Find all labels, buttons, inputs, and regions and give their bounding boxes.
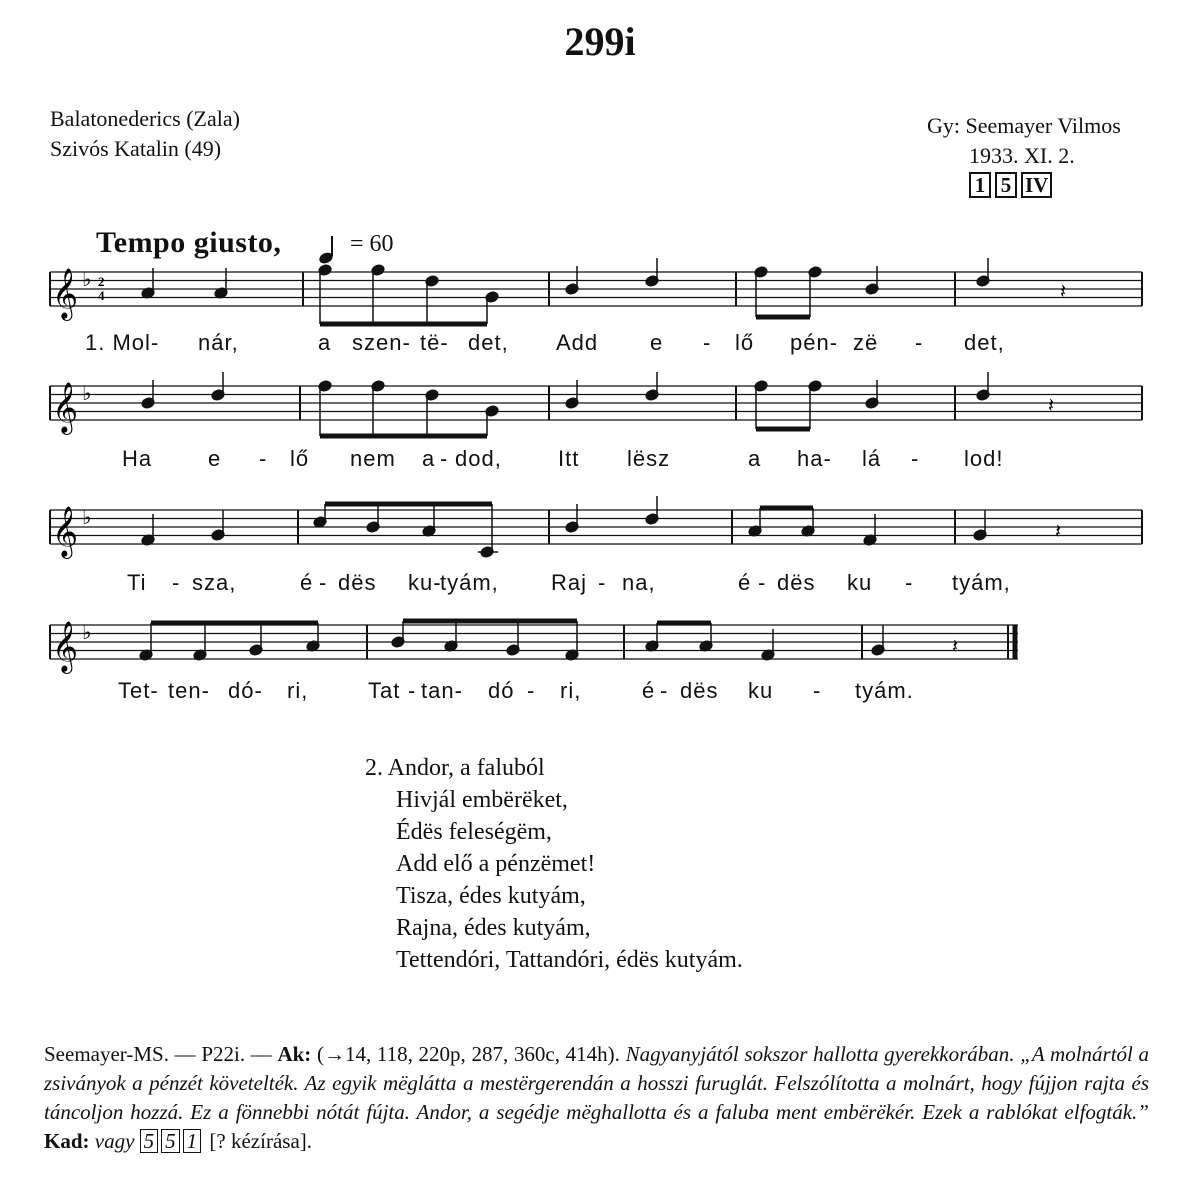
lyric: lő bbox=[735, 330, 755, 355]
class-box: 5 bbox=[995, 172, 1017, 198]
lyric: na, bbox=[622, 570, 656, 595]
verse-line: Hivjál embërëket, bbox=[396, 787, 568, 813]
music-staff-2 bbox=[0, 376, 1200, 436]
notes-kad-label: Kad: bbox=[44, 1129, 90, 1153]
lyric: ku- bbox=[408, 570, 442, 595]
notes-source: Seemayer-MS. — P22i. — bbox=[44, 1042, 272, 1066]
lyric: Raj bbox=[551, 570, 588, 595]
lyric: Ti bbox=[127, 570, 147, 595]
svg-text:♭: ♭ bbox=[82, 267, 92, 291]
lyric: - bbox=[440, 446, 449, 471]
lyric: szen- bbox=[352, 330, 411, 355]
kad-box: 1 bbox=[183, 1129, 202, 1153]
lyric: dës bbox=[777, 570, 816, 595]
lyric: Ha bbox=[122, 446, 153, 471]
lyric: - bbox=[527, 678, 536, 703]
music-staff-1 bbox=[0, 262, 1200, 322]
singer: Szivós Katalin (49) bbox=[50, 136, 222, 161]
lyric: tyám. bbox=[855, 678, 914, 703]
source-notes bbox=[44, 1040, 1149, 1156]
kad-box: 5 bbox=[161, 1129, 180, 1153]
lyric: lod! bbox=[964, 446, 1004, 471]
lyric: ri, bbox=[287, 678, 309, 703]
lyric: - bbox=[259, 446, 268, 471]
collector-info bbox=[927, 111, 1121, 171]
lyric: dó- bbox=[228, 678, 263, 703]
lyric: ri, bbox=[560, 678, 582, 703]
lyric: e bbox=[650, 330, 664, 355]
lyric: - bbox=[813, 678, 822, 703]
lyric: dod, bbox=[455, 446, 502, 471]
lyric: lá bbox=[862, 446, 882, 471]
verse-line: 2. Andor, a faluból bbox=[365, 755, 545, 781]
lyric: det, bbox=[468, 330, 509, 355]
svg-text:2: 2 bbox=[98, 274, 105, 289]
lyric: dës bbox=[680, 678, 719, 703]
lyric: nem bbox=[350, 446, 396, 471]
lyric: të- bbox=[420, 330, 449, 355]
lyric: é bbox=[738, 570, 752, 595]
lyric: a bbox=[422, 446, 436, 471]
svg-text:𝄽: 𝄽 bbox=[1060, 279, 1067, 303]
lyric: tyám, bbox=[952, 570, 1011, 595]
collector: Gy: Seemayer Vilmos bbox=[927, 113, 1121, 138]
lyric: - bbox=[703, 330, 712, 355]
lyric: lësz bbox=[627, 446, 671, 471]
lyric: Add bbox=[556, 330, 599, 355]
music-staff-4 bbox=[0, 615, 1200, 677]
verse-line: Tettendóri, Tattandóri, édës kutyám. bbox=[396, 947, 743, 973]
notes-kad-text: vagy bbox=[94, 1129, 135, 1153]
lyric: tyám, bbox=[440, 570, 499, 595]
quarter-note-icon bbox=[318, 234, 346, 264]
lyric: e bbox=[208, 446, 222, 471]
svg-text:𝄽: 𝄽 bbox=[952, 634, 959, 658]
lyric: pén- bbox=[790, 330, 839, 355]
lyric: dës bbox=[338, 570, 377, 595]
verse-line: Add elő a pénzëmet! bbox=[396, 851, 596, 877]
svg-text:♭: ♭ bbox=[82, 505, 92, 529]
lyric: - bbox=[319, 570, 328, 595]
lyric: det, bbox=[964, 330, 1005, 355]
svg-text:𝄽: 𝄽 bbox=[1055, 519, 1062, 543]
verse-line: Édës feleségëm, bbox=[396, 819, 552, 845]
lyric: é bbox=[300, 570, 314, 595]
collection-date: 1933. XI. 2. bbox=[969, 143, 1075, 168]
lyric: é bbox=[642, 678, 656, 703]
class-box: IV bbox=[1021, 172, 1052, 198]
kad-box: 5 bbox=[140, 1129, 159, 1153]
notes-ak-refs: (→14, 118, 220p, 287, 360c, 414h). bbox=[316, 1042, 620, 1066]
lyric: zë bbox=[853, 330, 879, 355]
lyric: dó bbox=[488, 678, 515, 703]
lyric: - bbox=[172, 570, 181, 595]
lyric: - bbox=[915, 330, 924, 355]
notes-text: Nagyanyjától sokszor hallotta gyerekkorában. „A molnártól a zsiványok a pénzét követelték. Az egyik mëglátta a mestërgerendán a hosszi furuglát. Felszólította a molnárt, hogy fújjon rajta és táncoljon hozzá. Ez a fönnebbi nótát fújta. Andor, a segédje mëghallotta és a faluba ment embërëkér. Ezek a rablókat elfogták.” bbox=[44, 1042, 1150, 1124]
lyric: - bbox=[598, 570, 607, 595]
lyric: ha- bbox=[797, 446, 832, 471]
source-info bbox=[50, 104, 240, 164]
lyric: - bbox=[660, 678, 669, 703]
svg-text:4: 4 bbox=[98, 288, 105, 303]
lyric: - bbox=[905, 570, 914, 595]
svg-text:𝄞: 𝄞 bbox=[52, 268, 79, 319]
classification-boxes bbox=[969, 172, 1052, 198]
lyric: ku bbox=[847, 570, 873, 595]
verse-line: Tisza, édes kutyám, bbox=[396, 883, 586, 909]
lyric: a bbox=[748, 446, 762, 471]
lyric: 1. Mol- bbox=[85, 330, 160, 355]
svg-text:𝄞: 𝄞 bbox=[52, 382, 79, 433]
verse-line: Rajna, édes kutyám, bbox=[396, 915, 591, 941]
lyric: Itt bbox=[558, 446, 580, 471]
lyric: lő bbox=[290, 446, 310, 471]
svg-text:𝄽: 𝄽 bbox=[1048, 393, 1055, 417]
lyric: ten- bbox=[168, 678, 210, 703]
lyric: Tat bbox=[368, 678, 401, 703]
tempo-value: = 60 bbox=[350, 231, 394, 257]
svg-text:𝄞: 𝄞 bbox=[52, 621, 79, 672]
notes-kad-tail: [? kézírása]. bbox=[209, 1129, 313, 1153]
lyric: - bbox=[911, 446, 920, 471]
lyric: nár, bbox=[198, 330, 239, 355]
lyric: ku bbox=[748, 678, 774, 703]
verse-2 bbox=[365, 752, 743, 976]
tempo-marking: Tempo giusto, bbox=[96, 226, 282, 259]
lyric: sza, bbox=[192, 570, 237, 595]
lyric: Tet- bbox=[118, 678, 159, 703]
class-box: 1 bbox=[969, 172, 991, 198]
song-number: 299i bbox=[564, 19, 636, 64]
lyric: a bbox=[318, 330, 332, 355]
lyric: tan- bbox=[421, 678, 463, 703]
lyric: - bbox=[408, 678, 417, 703]
svg-text:♭: ♭ bbox=[82, 620, 92, 644]
music-staff-3 bbox=[0, 500, 1200, 562]
lyric: - bbox=[758, 570, 767, 595]
svg-text:𝄞: 𝄞 bbox=[52, 506, 79, 557]
svg-text:♭: ♭ bbox=[82, 381, 92, 405]
place: Balatonederics (Zala) bbox=[50, 106, 240, 131]
notes-ak-label: Ak: bbox=[277, 1042, 312, 1066]
